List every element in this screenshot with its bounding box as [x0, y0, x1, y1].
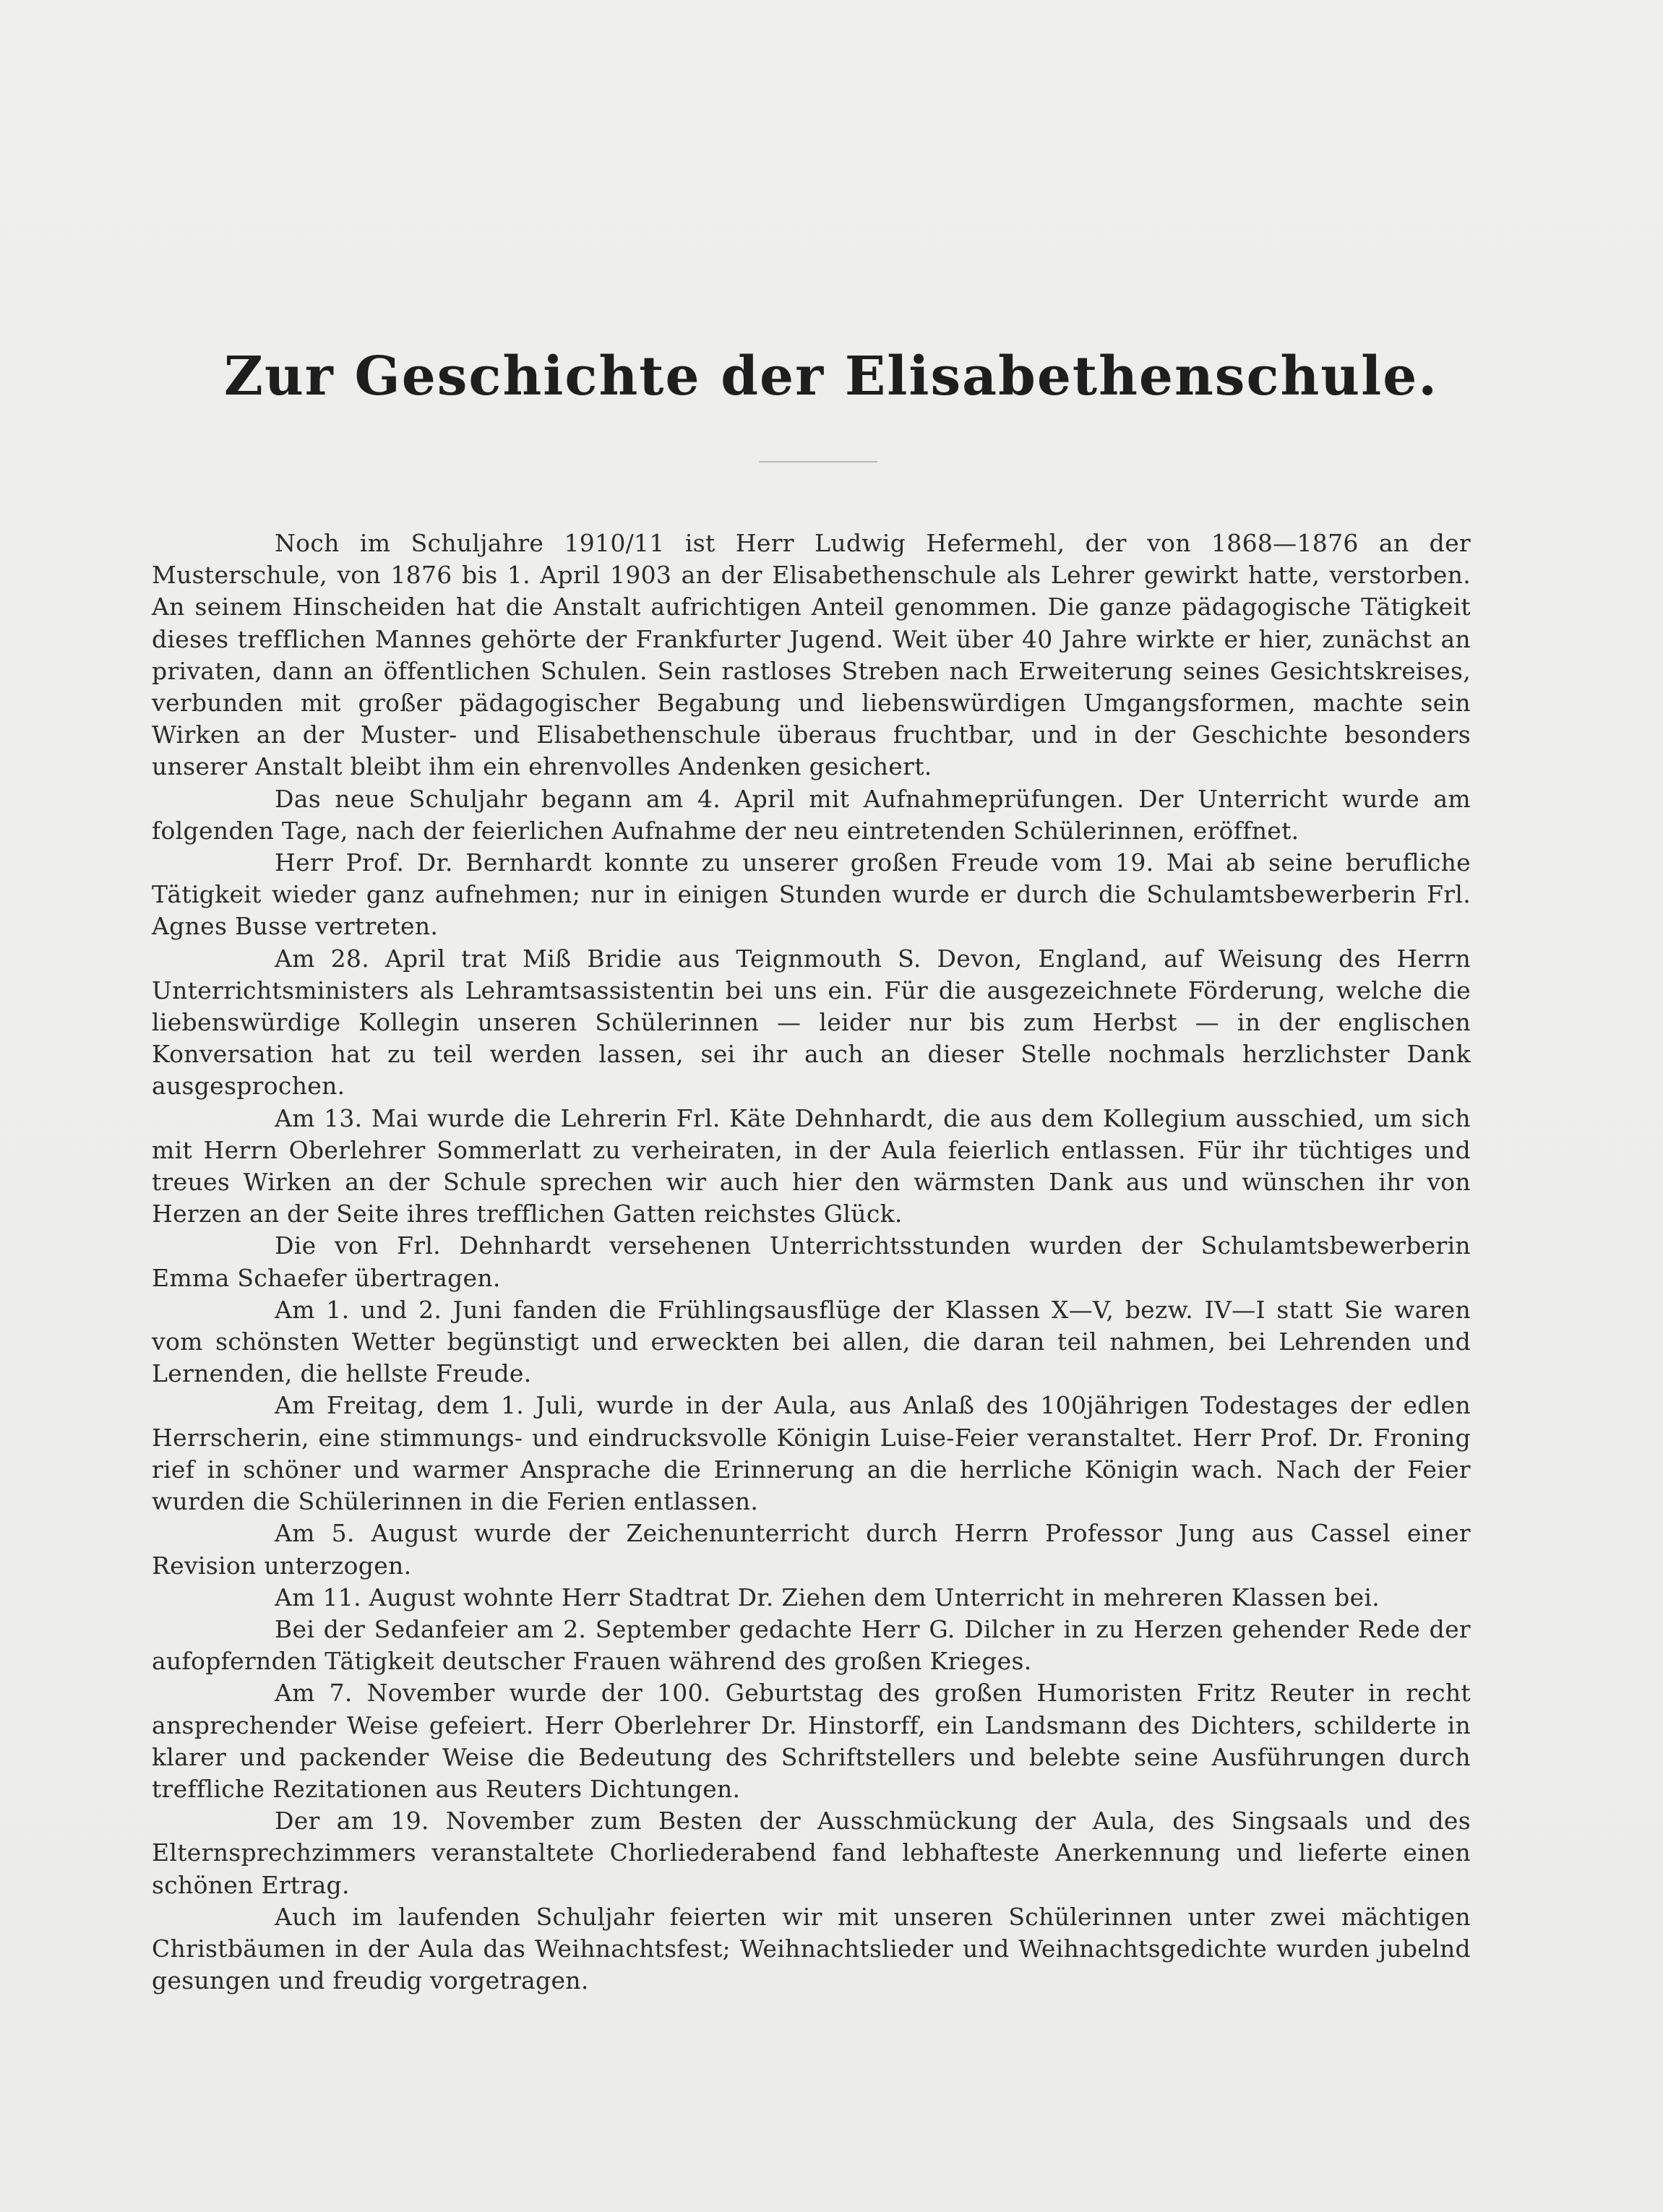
article-body	[152, 528, 1471, 1997]
page-title: Zur Geschichte der Elisabethenschule.	[223, 345, 1439, 408]
paragraph-drawing-revision: Am 5. August wurde der Zeichenunterricht durch Herrn Professor Jung aus Cassel einer Revision unterzogen.	[152, 1519, 1471, 1580]
paragraph-miss-bridie: Am 28. April trat Miß Bridie aus Teignmouth S. Devon, England, auf Weisung des Herrn Unterrichtsministers als Lehramtsassistentin bei uns ein. Für die ausgezeichnete Förderung, welche die liebenswürdige Kollegin unseren Schülerinnen — leider nur bis zum Herbst — in der englischen Konversation hat zu teil werden lassen, sei ihr auch an dieser Stelle nochmals herzlichster Dank ausgesprochen.	[152, 944, 1471, 1101]
paragraph-reuter-birthday: Am 7. November wurde der 100. Geburtstag des großen Humoristen Fritz Reuter in recht ansprechender Weise gefeiert. Herr Oberlehrer Dr. Hinstorff, ein Landsmann des Dichters, schilderte in klarer und packender Weise die Bedeutung des Schriftstellers und belebte seine Ausführungen durch treffliche Rezitationen aus Reuters Dichtungen.	[152, 1679, 1471, 1803]
paragraph-hefermehl: Noch im Schuljahre 1910/11 ist Herr Ludwig Hefermehl, der von 1868—1876 an der Musterschule, von 1876 bis 1. April 1903 an der Elisabethenschule als Lehrer gewirkt hatte, verstorben. An seinem Hinscheiden hat die Anstalt aufrichtigen Anteil genommen. Die ganze pädagogische Tätigkeit dieses trefflichen Mannes gehörte der Frankfurter Jugend. Weit über 40 Jahre wirkte er hier, zunächst an privaten, dann an öffentlichen Schulen. Sein rastloses Streben nach Erweiterung seines Gesichtskreises, verbunden mit großer pädagogischer Begabung und liebenswürdigen Umgangsformen, machte sein Wirken an der Muster- und Elisabethenschule überaus fruchtbar, und in der Geschichte besonders unserer Anstalt bleibt ihm ein ehrenvolles Andenken gesichert.	[152, 529, 1471, 781]
paragraph-schaefer: Die von Frl. Dehnhardt versehenen Unterrichtsstunden wurden der Schulamtsbewerberin Emma Schaefer übertragen.	[152, 1231, 1471, 1292]
paragraph-sedan-feier: Bei der Sedanfeier am 2. September gedachte Herr G. Dilcher in zu Herzen gehender Rede der aufopfernden Tätigkeit deutscher Frauen während des großen Krieges.	[152, 1614, 1471, 1676]
paragraph-new-school-year: Das neue Schuljahr begann am 4. April mit Aufnahmeprüfungen. Der Unterricht wurde am folgenden Tage, nach der feierlichen Aufnahme der neu eintretenden Schülerinnen, eröffnet.	[152, 784, 1471, 845]
paragraph-ziehen-visit: Am 11. August wohnte Herr Stadtrat Dr. Ziehen dem Unterricht in mehreren Klassen bei.	[275, 1583, 1380, 1611]
paragraph-spring-excursions: Am 1. und 2. Juni fanden die Frühlingsausflüge der Klassen X—V, bezw. IV—I statt Sie waren vom schönsten Wetter begünstigt und erweckten bei allen, die daran teil nahmen, bei Lehrenden und Lernenden, die hellste Freude.	[152, 1295, 1471, 1388]
paragraph-christmas: Auch im laufenden Schuljahr feierten wir mit unseren Schülerinnen unter zwei mächtigen Christbäumen in der Aula das Weihnachtsfest; Weihnachtslieder und Weihnachtsgedichte wurden jubelnd gesungen und freudig vorgetragen.	[152, 1902, 1471, 1995]
paragraph-luise-feier: Am Freitag, dem 1. Juli, wurde in der Aula, aus Anlaß des 100jährigen Todestages der edlen Herrscherin, eine stimmungs- und eindrucksvolle Königin Luise-Feier veranstaltet. Herr Prof. Dr. Froning rief in schöner und warmer Ansprache die Erinnerung an die herrliche Königin wach. Nach der Feier wurden die Schülerinnen in die Ferien entlassen.	[152, 1391, 1471, 1516]
paragraph-choir-evening: Der am 19. November zum Besten der Ausschmückung der Aula, des Singsaals und des Elternsprechzimmers veranstaltete Chorliederabend fand lebhafteste Anerkennung und lieferte einen schönen Ertrag.	[152, 1807, 1471, 1899]
paragraph-dehnhardt: Am 13. Mai wurde die Lehrerin Frl. Käte Dehnhardt, die aus dem Kollegium ausschied, um sich mit Herrn Oberlehrer Sommerlatt zu verheiraten, in der Aula feierlich entlassen. Für ihr tüchtiges und treues Wirken an der Schule sprechen wir auch hier den wärmsten Dank aus und wünschen ihr von Herzen an der Seite ihres trefflichen Gatten reichstes Glück.	[152, 1103, 1471, 1228]
paragraph-bernhardt: Herr Prof. Dr. Bernhardt konnte zu unserer großen Freude vom 19. Mai ab seine berufliche Tätigkeit wieder ganz aufnehmen; nur in einigen Stunden wurde er durch die Schulamtsbewerberin Frl. Agnes Busse vertreten.	[152, 848, 1471, 941]
title-divider	[759, 461, 877, 462]
